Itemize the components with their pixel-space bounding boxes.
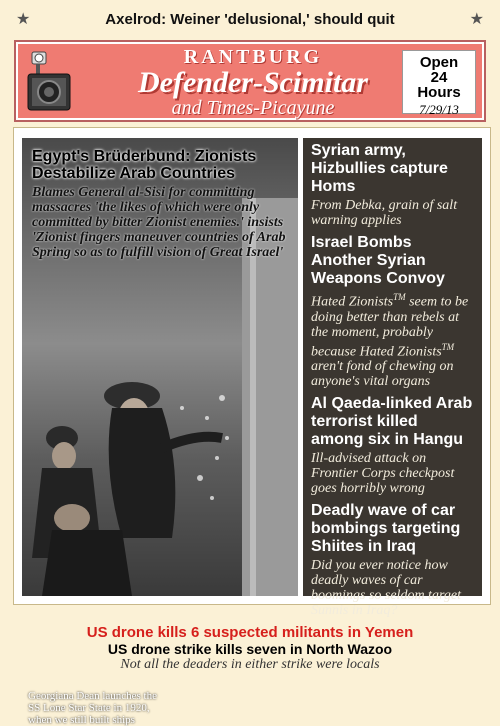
deck-part: Hated Zionists [311, 294, 394, 310]
sidebar-story-deck: Ill-advised attack on Frontier Corps checkpost goes horribly wrong [311, 451, 455, 497]
deck-part: seem to be doing better than rebels at the moment, probably because Hated Zionists [311, 294, 469, 360]
star-icon-left: ★ [16, 11, 31, 28]
top-headline-link[interactable]: Axelrod: Weiner 'delusional,' should quit [105, 11, 395, 28]
sidebar-story-headline-link[interactable]: Israel Bombs Another Syrian Weapons Convoy [311, 234, 445, 287]
sidebar-story-deck: From Debka, grain of salt warning applies [311, 198, 458, 228]
lead-photo [22, 138, 298, 596]
hours-label: Hours [417, 84, 461, 101]
masthead-line-rantburg: RANTBURG [183, 46, 323, 68]
lead-deck: Blames General al-Sisi for committing massacres 'the likes of which were only committed by bitter Zionist enemies.' insists 'Zionist fingers maneuver countries of Arab Spring so as to fulfill vision of Great Israel' [32, 185, 286, 260]
masthead-title [88, 44, 418, 119]
masthead [16, 42, 484, 120]
photo-caption: Georgiana Dean launches the SS Lone Star State in 1920, when we still built ships [28, 690, 157, 726]
masthead-line-times-picayune: and Times-Picayune [171, 97, 335, 119]
star-icon-right: ★ [469, 11, 484, 28]
bottom-headline-link[interactable]: US drone kills 6 suspected militants in Yemen [86, 624, 414, 641]
sidebar-story [311, 142, 474, 228]
bottom-deck: Not all the deaders in either strike were locals [120, 657, 380, 672]
masthead-line-defender-scimitar: Defender-Scimitar [138, 66, 368, 99]
sidebar-story-headline-link[interactable]: Syrian army, Hizbullies capture Homs [311, 142, 448, 195]
lead-headline-link[interactable]: Egypt's Brüderbund: Zionists Destabilize Arab Countries [32, 148, 257, 182]
sidebar-story-headline-link[interactable]: Deadly wave of car bombings targeting Shiites in Iraq [311, 502, 461, 556]
bottom-subheadline-link[interactable]: US drone strike kills seven in North Wazoo [107, 641, 393, 657]
hours-24: 24 [430, 69, 448, 86]
camera-icon [24, 50, 74, 114]
sidebar-story [311, 234, 474, 389]
hours-box [402, 50, 476, 117]
trademark-mark: TM [393, 292, 406, 302]
deck-part: aren't fond of chewing on anyone's vital organs [311, 359, 454, 390]
trademark-mark: TM [441, 341, 455, 352]
sidebar-stories [303, 138, 482, 619]
sidebar-story [311, 502, 474, 618]
sidebar-story-deck [311, 290, 474, 389]
issue-date: 7/29/13 [419, 102, 459, 117]
sidebar-story-deck: Did you ever notice how deadly waves of car boomings so seldom target Sunnis in Iraq? [311, 558, 461, 619]
sidebar-story-headline-link[interactable]: Al Qaeda-linked Arab terrorist killed among six in Hangu [311, 395, 473, 449]
sidebar-story [311, 395, 474, 496]
bottom-stories [0, 624, 500, 673]
hours-open: Open [419, 54, 459, 71]
